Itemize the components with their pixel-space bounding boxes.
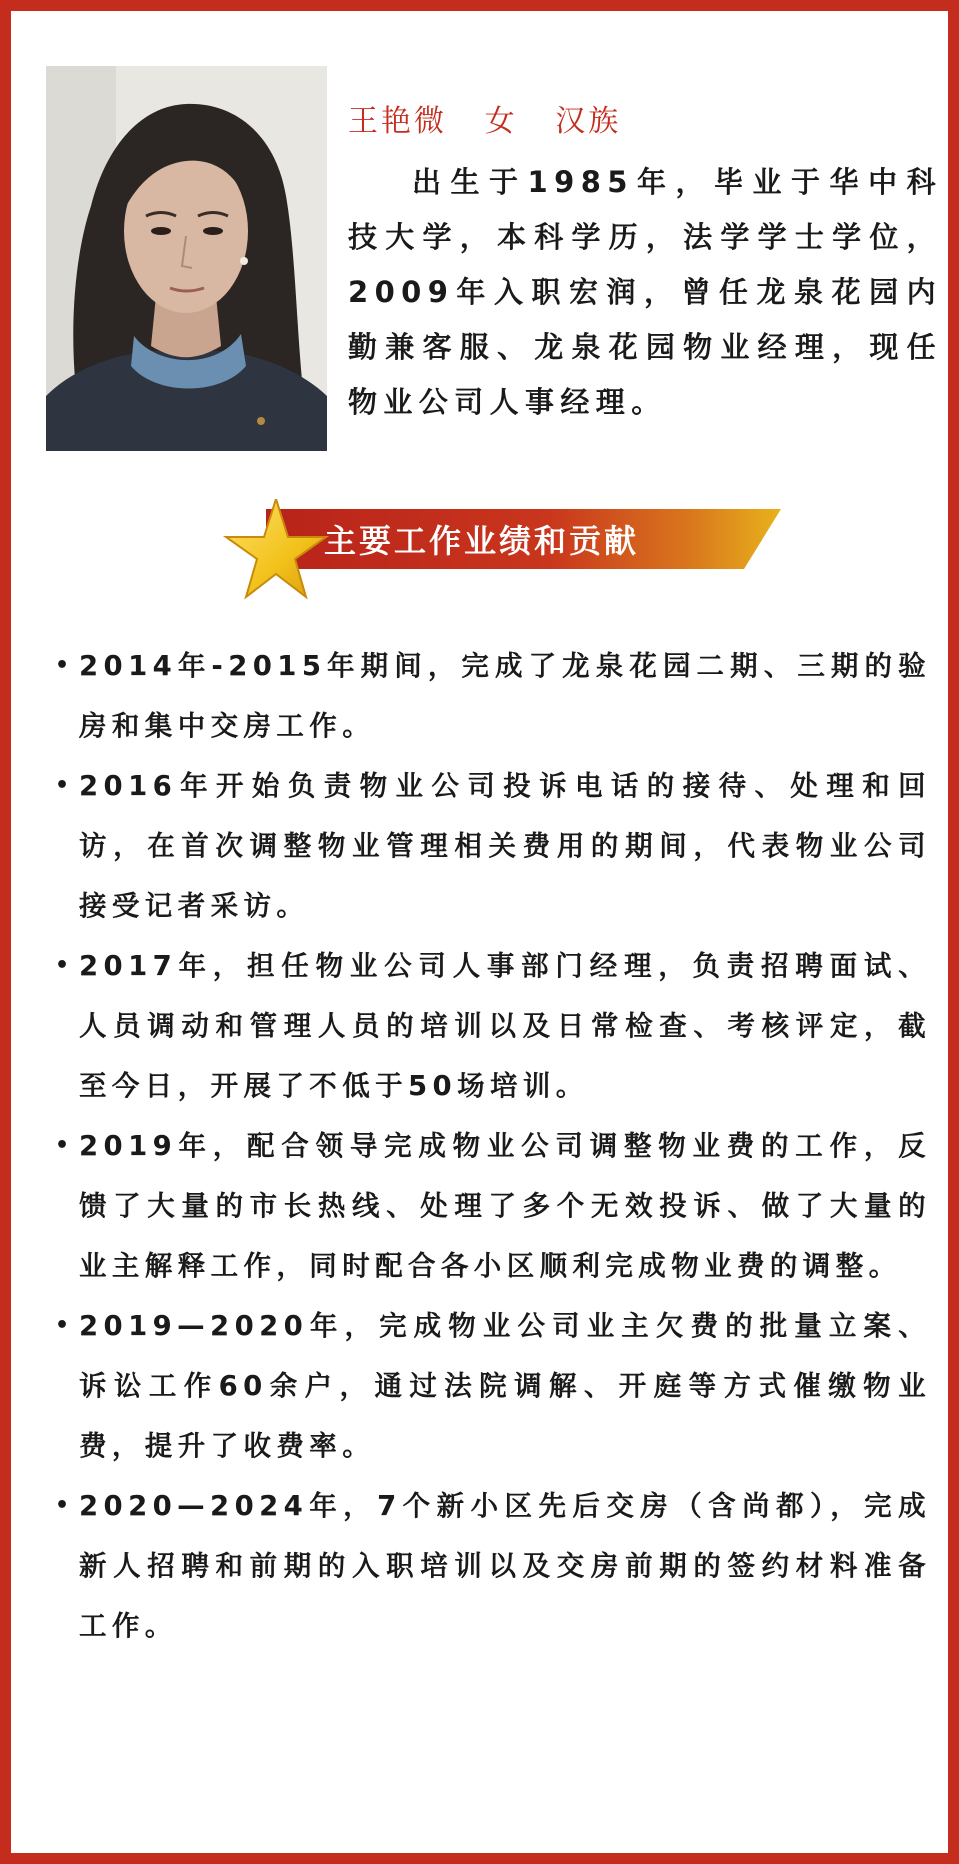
achievement-text: 2020—2024年，7个新小区先后交房（含尚都），完成新人招聘和前期的入职培训以及交房前期的签约材料准备工作。 xyxy=(79,1490,931,1642)
achievement-text: 2019—2020年，完成物业公司业主欠费的批量立案、诉讼工作60余户，通过法院调解、开庭等方式催缴物业费，提升了收费率。 xyxy=(79,1310,931,1462)
list-item xyxy=(51,936,931,1116)
bullet-icon: • xyxy=(55,773,75,798)
section-banner xyxy=(196,499,781,609)
list-item xyxy=(51,1476,931,1656)
list-item xyxy=(51,636,931,756)
bullet-icon: • xyxy=(55,653,75,678)
achievement-text: 2019年，配合领导完成物业公司调整物业费的工作，反馈了大量的市长热线、处理了多个无效投诉、做了大量的业主解释工作，同时配合各小区顺利完成物业费的调整。 xyxy=(79,1130,931,1282)
achievements-list xyxy=(51,636,931,1656)
bullet-icon: • xyxy=(55,1493,75,1518)
profile-name-line: 王艳微 女 汉族 xyxy=(348,104,622,139)
bullet-icon: • xyxy=(55,953,75,978)
achievement-text: 2017年，担任物业公司人事部门经理，负责招聘面试、人员调动和管理人员的培训以及日常检查、考核评定，截至今日，开展了不低于50场培训。 xyxy=(79,950,931,1102)
bullet-icon: • xyxy=(55,1313,75,1338)
list-item xyxy=(51,1116,931,1296)
achievement-text: 2014年-2015年期间，完成了龙泉花园二期、三期的验房和集中交房工作。 xyxy=(79,650,931,742)
achievement-text: 2016年开始负责物业公司投诉电话的接待、处理和回访，在首次调整物业管理相关费用的期间，代表物业公司接受记者采访。 xyxy=(79,770,931,922)
profile-bio: 出生于1985年，毕业于华中科技大学，本科学历，法学学士学位，2009年入职宏润，曾任龙泉花园内勤兼客服、龙泉花园物业经理，现任物业公司人事经理。 xyxy=(348,165,942,419)
list-item xyxy=(51,1296,931,1476)
list-item xyxy=(51,756,931,936)
portrait-image xyxy=(46,66,327,451)
section-title: 主要工作业绩和贡献 xyxy=(324,522,640,560)
profile-photo xyxy=(46,66,327,451)
bullet-icon: • xyxy=(55,1133,75,1158)
